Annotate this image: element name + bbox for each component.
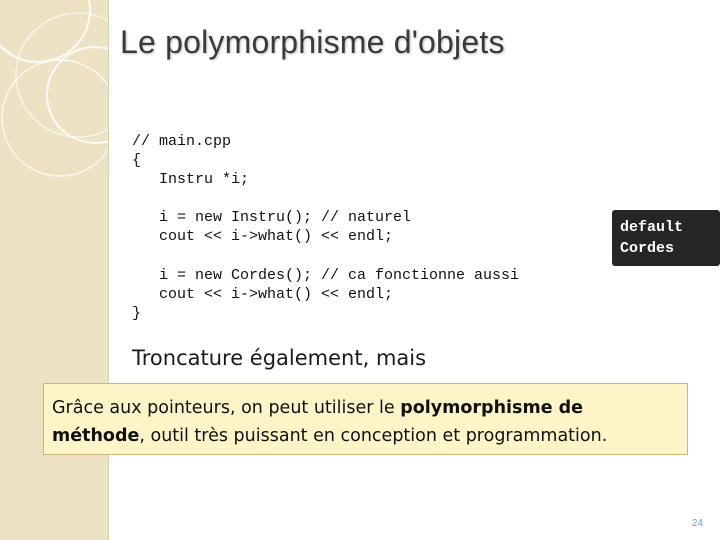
circles-ornament	[0, 0, 108, 540]
console-line-2: Cordes	[620, 240, 675, 257]
note-text-part2: , outil très puissant en conception et programmation.	[139, 426, 608, 446]
page-number: 24	[691, 518, 703, 529]
sidebar-divider	[108, 0, 109, 540]
troncature-text: Troncature également, mais	[132, 346, 427, 370]
note-box	[43, 383, 688, 455]
note-bold-term: polymorphisme de méthode	[52, 398, 584, 446]
sidebar-decoration	[0, 0, 108, 540]
code-block-cordes: i = new Cordes(); // ca fonctionne aussi cout << i->what() << endl; }	[132, 267, 520, 322]
note-text-part1: Grâce aux pointeurs, on peut utiliser le	[52, 398, 401, 418]
console-output	[612, 210, 720, 266]
code-block-instru: i = new Instru(); // naturel cout << i->what() << endl;	[159, 209, 412, 245]
console-line-1: default	[620, 219, 684, 236]
code-block-header: // main.cpp { Instru *i;	[132, 133, 250, 188]
slide-title: Le polymorphisme d'objets	[120, 24, 505, 60]
